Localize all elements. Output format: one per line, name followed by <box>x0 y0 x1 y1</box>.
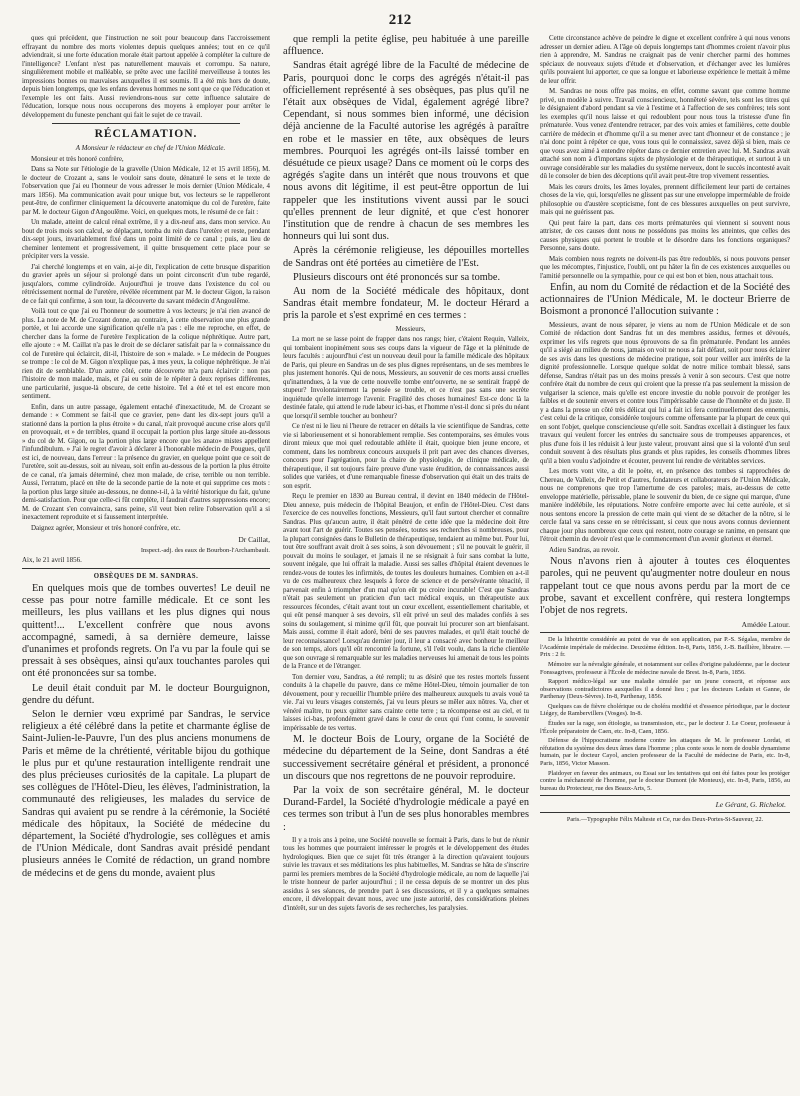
author-signature: Amédée Latour. <box>741 620 790 630</box>
speech-greeting: Messieurs, <box>395 324 426 333</box>
printer-line: Paris.—Typographie Félix Malteste et Ce, rue des Deux-Portes-St-Sauveur, 22. <box>566 816 764 824</box>
signature-title: Inspect.-adj. des eaux de Bourbon-l'Archambault. <box>140 547 270 554</box>
speech-paragraph: La mort ne se lasse point de frapper dans nos rangs; hier, c'étaient Requin, Valleix, qui tombaient inopinément sous ses coups dans la vigueur de l'âge et la plénitude de leurs facultés : aujourd'hui c'est un nouveau deuil pour la famille médicale des hôpitaux de Paris, qui pleure en Sandras un de ses plus dignes représentans, un de ses membres le plus justement honorés. Qui de nous, Messieurs, au souvenir de ces morts aussi cruelles qu'inattendues, à la vue de cette nouvelle tombe entr'ouverte, ne se sentirait frappé de stupeur? Involontairement la pensée se trouble, et ce n'est pas sans une secrète inquiétude qu'elle interroge l'avenir. Fragilité des choses humaines! Est-ce donc là la destinée fatale, qui attend le rude labeur ici-bas, et l'homme n'est-il donc si près du néant que lorsqu'il semble toucher au bonheur? <box>283 335 529 420</box>
speech-paragraph: M. Sandras ne nous offre pas moins, en effet, comme savant que comme homme privé, un modèle à suivre. Travail consciencieux, honnêteté sévère, tels sont les titres qui le désignaient d'abord pendant sa vie à l'estime et à l'affection de ses confrères; tels sont les exemples qu'il nous laisse et qui redoublent pour nous tous la tristesse d'une fin prématurée. Vous venez d'entendre retracer, par des voix amies et familières, cette double carrière de médecin et d'homme qu'il a su mener avec tant d'honneur et de constance ; je n'ai donc point à répéter ce que, vous tous qui le connaissiez, savez déjà si bien, mais ce que vous avez aimé à entendre répéter dans ce dernier entretien avec lui. M. Sandras avait attaché son nom à d'importans sujets de physiologie et de thérapeutique, et surtout à un ouvrage considérable sur les maladies du système nerveux, dont le succès incontesté avait dû le consoler de bien des déceptions qu'il avait peut-être trop vivement ressenties. <box>540 87 790 180</box>
greeting: Monsieur et très honoré confrère, <box>31 154 124 163</box>
divider <box>540 795 790 796</box>
letter-date: Aix, le 21 avril 1856. <box>22 556 82 564</box>
article-paragraph: Nous n'avons rien à ajouter à toutes ces éloquentes paroles, qui ne peuvent qu'augmenter notre douleur en nous rappelant tout ce que nous avons perdu par la mort de ce probe, savant et excellent confrère, qui restera longtemps l'objet de nos regrets. <box>540 556 790 616</box>
speech-paragraph: Ce n'est ni le lieu ni l'heure de retracer en détails la vie scientifique de Sandras, cette vie si laborieusement et si honorablement remplie. Ses contemporains, ses émules vous diront mieux que moi quel redoutable athlète il était, quoique bien jeune encore, et comment, dans les nombreux concours auxquels il prit part avec des chances diverses, concours pour l'agrégation, pour la chaire de physiologie, de clinique médicale, de thérapeutique, il sut toujours faire preuve d'une vaste érudition, de connaissances aussi solides que variées, et d'une remarquable finesse d'observation qui était un des traits de son esprit. <box>283 422 529 490</box>
intro-paragraph: ques qui précèdent, que l'instruction ne soit pour beaucoup dans l'accroissement effrayant du nombre des morts violentes depuis quelques années; tout en ce qu'il adviendrait, si une forte éducation morale était partout appelée à compléter la culture de l'intelligence? L'enfant n'est pas naturellement mauvais et corrompu. Sa nature, singulièrement mobile et malléable, se prête avec une facilité merveilleuse à toutes les impressions bonnes ou mauvaises auxquelles il est soumis. Il a été mis hors de doute, depuis bien longtemps, que les enfans devenus hommes ne sont que ce que l'éducation et l'exemple les ont faits. Aussi reviendrons-nous sur cette influence salutaire de l'éducation, lorsque nous nous occuperons des moyens à employer pour arrêter le développement du funeste penchant qui fait le sujet de ce travail. <box>22 34 270 119</box>
letter-paragraph: Voilà tout ce que j'ai eu l'honneur de soumettre à vos lecteurs; je n'ai rien avancé de plus. La note de M. de Crozant donne, au contraire, à cette observation une plus grande portée, et lui accorde une signification qu'elle n'a pas : elle me reproche, en effet, de chercher dans la forme de l'uretère l'explication de la colique néphrétique. Autre part, elle ajoute : « M. Caillat n'a pas le droit de se déclarer satisfait par la » connaissance du col de l'uretère qui éclaircit, dit-il, l'histoire de son » malade. » Le médecin de Pougues se trompe : le col de M. Gigon n'explique pas, à mes yeux, la colique néphrétique. Je n'ai rien dit de semblable. D'un autre côté, cette découverte m'a paru éclaircir : non pas l'histoire de mon malade, mais, et j'ai eu soin de le répéter à deux reprises différentes, une particularité, jusque-là obscure, de cette histoire. Tel a été et tel est encore mon sentiment. <box>22 307 270 400</box>
article-paragraph: Plusieurs discours ont été prononcés sur sa tombe. <box>293 271 501 283</box>
article-paragraph: Après la cérémonie religieuse, les dépouilles mortelles de Sandras ont été portées au cimetière de l'Est. <box>283 245 529 269</box>
article-paragraph: En quelques mois que de tombes ouvertes! Le deuil ne cesse pas pour notre famille médicale. Et ce sont les meilleurs, les plus vaillans et les plus dignes qui nous quittent!... L'excellent confrère que nous avons accompagné, samedi, à sa dernière demeure, laisse d'unanimes et profonds regrets. On l'a vu par la foule qui se pressait à ses obsèques, ainsi qu'aux touchantes paroles qui ont été prononcées sur sa tombe. <box>22 583 270 680</box>
column-middle <box>283 34 529 1062</box>
letter-paragraph: Dans sa Note sur l'étiologie de la gravelle (Union Médicale, 12 et 15 avril 1856), M. le docteur de Crozant a, sans le vouloir sans doute, dénaturé le sens et le texte de l'observation que j'ai eu l'honneur de vous adresser le mois dernier (Union Médicale, 4 mars 1856). Ma communication avait pour unique but, vos lecteurs se le rappelleront peut-être, de confirmer cliniquement la découverte anatomique du col de l'uretère, faite par M. le docteur Gigon d'Angoulême. Voici, en quelques mots, le résumé de ce fait : <box>22 165 270 216</box>
speech-paragraph: Messieurs, avant de nous séparer, je viens au nom de l'Union Médicale et de son Comité de rédaction dont Sandras fut un des membres assidus, fermes et dévoués, exprimer les vifs regrets que nous éprouvons de sa fin prématurée. Pendant les années qu'il a siégé au milieu de nous, jamais on voit ne nous a fait défaut, soit pour nous éclairer de ses avis dans les questions de médecine pratique, soit pour veiller aux intérêts de la dignité professionnelle. Lorsque quelque soldat de notre milice tombait blessé, sans défense, Sandras n'était pas un des moins pressés à venir à son secours. C'est que notre confrère était du nombre de ceux qui croient que la presse n'a pas seulement la mission de vulgariser la science, mais qu'elle est encore investie du noble pouvoir de protéger les faibles et de soutenir envers et contre tous l'impérissable cause de l'honnête et du juste. Il y a dans la presse un côté très délicat qui lui a fait ici fera continuellement des ennemis, c'est celui de la critique, considérée toujours comme offensante par la plupart de ceux qui en sont l'objet, quelque consciencieuse qu'elle soit. Sandras excellait à distinguer les faux travaux qui veulent forcer les entrées du sanctuaire sous de trompeuses apparences, et plus d'une fois il les réduisit à leur juste valeur, prouvant ainsi que si la volonté d'un seul conduit souvent à des résultats plus grands et plus rapides, les conseils d'hommes libres qu'il a bien voulu s'adjoindre et écouter, peuvent lui rendre de véritables services. <box>540 320 790 465</box>
salutation: A Monsieur le rédacteur en chef de l'Union Médicale. <box>75 144 226 152</box>
article-paragraph: Sandras était agrégé libre de la Faculté de médecine de Paris, pourquoi donc le corps des agrégés n'était-il pas officiellement représenté à ses obsèques, pas plus qu'il ne l'était aux obsèques de Vidal, également agrégé libre? Cependant, si nous sommes bien informé, une décision déjà ancienne de la Faculté autorise les agrégés à paraître en robe et le massier en tête, aux obsèques de leurs membres. Pourquoi les agrégés ont-ils laissé tomber en désuétude ce pieux usage? Dans ce moment où le corps des agrégés s'agite dans un intérêt que nous trouvons et que nous avons dit légitime, il est peut-être opportun de lui rappeler que les institutions vivent aussi par le souci qu'elles prennent de leur dignité, et que c'est honorer l'institution que de rendre à chacun de ses membres les honneurs qui lui sont dus. <box>283 60 529 243</box>
letter-paragraph: J'ai cherché longtemps et en vain, ai-je dit, l'explication de cette brusque disparition du gravier après un séjour si prolongé dans un point circonscrit d'un tube regardé, jusqu'alors, comme cylindroïde. Aujourd'hui je trouve dans l'existence du col ou rétrécissement normal de l'uretère, révélée récemment par M. le docteur Gigon, la raison de ce fait qui confirme, à son tour, la découverte du savant médecin d'Angoulême. <box>22 262 270 305</box>
signature: Dr Caillat, <box>238 535 270 544</box>
column-left <box>22 34 270 1062</box>
bibliography-entry: Mémoire sur la névralgie générale, et notamment sur celles d'origine paludéenne, par le docteur Fonssagrives, professeur à l'École de médecine navale de Brest. In-8, Paris, 1856. <box>540 660 790 676</box>
section-heading-reclamation: RÉCLAMATION. <box>94 128 198 140</box>
section-heading-obseques: OBSÈQUES DE M. SANDRAS. <box>93 573 199 580</box>
speech-paragraph: Il y a trois ans à peine, une Société nouvelle se formait à Paris, dans le but de réunir tous les hommes que pourraient intéresser le progrès et le développement des études hydrologiques. Bien que ce sujet fût très étranger à la direction qu'avaient toujours suivie les travaux et ses méditations les plus habituelles, M. Sandras se hâta de s'inscrire parmi les premiers membres de la Société d'hydrologie médicale, au nom de laquelle j'ai le triste honneur de parler aujourd'hui ; il ne cessa depuis de se montrer un des plus assidus à ses séances, de prendre part à ses discussions, et il y a quelques semaines encore, il développait devant nous, avec une juste autorité, des considérations pleines d'intérêt, sur un des sujets favoris de ses recherches, les paralysies. <box>283 835 529 912</box>
article-paragraph: Au nom de la Société médicale des hôpitaux, dont Sandras était membre fondateur, M. le docteur Hérard a pris la parole et s'est exprimé en ces termes : <box>283 286 529 322</box>
article-paragraph: que rempli la petite église, peu habituée à une pareille affluence. <box>283 34 529 58</box>
letter-paragraph: Daignez agréer, Monsieur et très honoré confrère, etc. <box>31 523 181 532</box>
speech-paragraph: Ton dernier vœu, Sandras, a été rempli; tu as désiré que tes restes mortels fussent conduits à la chapelle du pauvre, dans ce même Hôtel-Dieu, témoin journalier de ton dévouement, pour y recueillir l'humble prière des malheureux auxquels tu avais voué ta vie. J'ai vu leurs visages consternés, j'ai vu leurs pleurs se mêler aux nôtres. Va, cher et vénéré maître, tu peux quitter sans crainte cette terre ; ta récompense est au ciel, et tu laisses ici-bas, profondément gravé dans le cœur de ceux qui t'ont connu, le souvenir impérissable de tes vertus. <box>283 672 529 732</box>
bibliography-entry: Rapport médico-légal sur une maladie simulée par un jeune conscrit, et réponse aux observations contradictoires auxquelles il a donné lieu ; par les docteurs Ledain et Ganne, de Parthenay (Deux-Sèvres). In-8, Parthenay, 1856. <box>540 678 790 701</box>
article-paragraph: Selon le dernier vœu exprimé par Sandras, le service religieux a été célébré dans la petite et charmante église de Saint-Julien-le-Pauvre, l'un des plus anciens monumens de Paris et même de la chrétienté, véritable bijou du gothique le plus pur et qu'une restauration intelligente rendrait une des plus précieuses curiosités de la capitale. La plupart de ses collègues de l'Hôtel-Dieu, les élèves, l'administration, la communauté des religieuses, les malades du service de Sandras qui avaient pu se rendre à la cérémonie, la Société médicale des hôpitaux, la Société de médecine du département, la Société d'hydrologie, ses collègues et amis de l'Union Médicale, dont Sandras avait présidé pendant plusieurs années le Comité de rédaction, un grand nombre de médecins et de gens du monde, avaient plus <box>22 709 270 879</box>
bibliography-entry: De la lithotritie considérée au point de vue de son application, par P.-S. Ségalas, membre de l'Académie impériale de médecine. Deuxième édition. In-8, Paris, 1856, J.-B. Baillière, libraire. — Prix : 2 fr. <box>540 636 790 659</box>
speech-paragraph: Adieu Sandras, au revoir. <box>549 545 620 554</box>
column-right <box>540 34 790 1062</box>
article-paragraph: M. le docteur Bois de Loury, organe de la Société de médecine du département de la Seine, dont Sandras a été successivement secrétaire général et président, a prononcé un discours que nos regrettons de ne pouvoir reproduire. <box>283 734 529 782</box>
divider <box>540 632 790 633</box>
letter-paragraph: Enfin, dans un autre passage, également entaché d'inexactitude, M. de Crozant se demande : « Comment se fait-il que ce gravier, pen» dant les dix-sept jours qu'il a stationné dans la portion la plus étroite » du canal, n'ait provoqué aucune crise alors qu'il en provoquait, et » de terribles, quand il occupait la portion plus large située au-dessous » du col de M. Gigon, ou la portion plus large encore que les anato» mistes appellent l'infundibulum. » J'ai le regret d'avoir à déclarer à l'honorable médecin de Pougues, qu'il est ici, de nouveau, dans l'erreur : la présence du gravier, en quelque point que ce soit de l'uretère, soit au-dessus, soit au niveau, soit enfin au-dessous de la portion la plus étroite de ce canal, n'a jamais déterminé, chez mon malade, de crise, terrible ou non terrible. Aussi, l'erratum, placé en tête de la seconde partie de la note et qui supprime ces mots : la portion plus large située au-dessous, ne donne-t-il, à la vérité historique du fait, qu'une demi-satisfaction. Pour que celle-ci fût complète, il faudrait d'autres suppressions encore; M. de Crozant s'en convaincra, sans peine, s'il veut bien relire l'observation qu'il a si inexactement reproduite et si faussement interprétée. <box>22 402 270 521</box>
article-paragraph: Par la voix de son secrétaire général, M. le docteur Durand-Fardel, la Société d'hydrologie médicale a payé en ces termes son tribut à l'un de ses plus honorables membres : <box>283 784 529 833</box>
bibliography-entry: Plaidoyer en faveur des animaux, ou Essai sur les tentatives qui ont été faites pour les protéger contre la méchanceté de l'homme, par le docteur Dumont (de Monteux), etc. In-8, Paris, 1856, au bureau du Protecteur, rue des Beaux-Arts, 5. <box>540 769 790 792</box>
article-paragraph: Enfin, au nom du Comité de rédaction et de la Société des actionnaires de l'Union Médicale, M. le docteur Brierre de Boismont a prononcé l'allocution suivante : <box>540 282 790 318</box>
speech-paragraph: Mais combien nous regrets ne doivent-ils pas être redoublés, si nous pouvons penser que les mécomptes, l'injustice, l'oubli, ont pu hâter la fin de ces existences auxquelles ou l'amitié personnelle ou la sympathie, pour ce qui est bon et bien, nous attachait tous. <box>540 254 790 280</box>
divider <box>22 568 270 569</box>
divider <box>52 123 240 124</box>
speech-paragraph: Mais les cœurs droits, les âmes loyales, prennent difficilement leur parti de certaines choses de la vie, qui, lorsqu'elles ne glissent pas sur une enveloppe imperméable de froide philosophie ou d'austère scepticisme, font de ces blessures auxquelles on peut survivre, mais qui ne guérissent pas. <box>540 182 790 216</box>
bibliography-entry: Défense de l'hippocratisme moderne contre les attaques de M. le professeur Lordat, et réfutation du système des deux âmes dans l'homme ; plus conte sous le nom de double dynamisme humain, par le docteur Cayol, ancien professeur de la Faculté de médecine de Paris, etc. In-8, Paris, 1856, Victor Masson. <box>540 737 790 768</box>
bibliography-entry: Quelques cas de fièvre cholérique ou de choléra modifié et d'essence périodique, par le docteur Liégey, de Rambervillers (Vosges). In-8. <box>540 702 790 718</box>
divider <box>540 812 790 813</box>
letter-paragraph: Un malade, atteint de calcul rénal extrême, il y a dix-neuf ans, dans mon service. Au bout de trois mois son calcul, se déplaçant, tomba du rein dans l'uretère et reste, pendant dix-sept jours, invariablement fixé dans un point limité de ce canal ; puis, au lieu de cheminer lentement et progressivement, il quitte brusquement cette place pour se précipiter vers la vessie. <box>22 218 270 260</box>
speech-paragraph: Qui peut faire la part, dans ces morts prématurées qui viennent si souvent nous attrister, de ces causes dont nous ne possédons pas moins les atteintes, que celles des causes physiques qui portent le trouble et le désordre dans les fonctions organiques? Personne, sans doute. <box>540 218 790 252</box>
gerant-line: Le Gérant, G. Richelot. <box>715 800 786 810</box>
bibliography-entry: Études sur la rage, son étiologie, sa transmission, etc., par le docteur J. Le Coeur, professeur à l'École préparatoire de Caen, etc. In-8, Caen, 1856. <box>540 720 790 735</box>
speech-paragraph: Les morts vont vite, a dit le poète, et, en présence des tombes si rapprochées de Chereau, de Valleix, de Petit et d'autres, fondateurs et collaborateurs de l'Union Médicale, nous ne comprenons que trop l'amertume de ces paroles; mais, au-dessus de cette enveloppe matérielle, périssable, plane le souvenir du bien, de ce signe qui marque, d'une manière indélébile, les réputations. Notre confrère emporte avec lui cette auréole, et si nous sentons encore la pression de cette main qui vient de se détacher de la nôtre, si le cercle fatal va sans cesse en se rétrécissant, si ceux que nous avons connus deviennent chaque jour plus nombreux que ceux qui restent, notre courage se ranime, en pensant que l'étroit chemin du devoir n'est que le commencement d'un avenir glorieux et éternel. <box>540 467 790 544</box>
speech-paragraph: Cette circonstance achève de peindre le digne et excellent confrère à qui nous venons adresser un dernier adieu. A l'âge où depuis longtemps tant d'hommes croient n'avoir plus rien à apprendre, M. Sandras ne craignait pas de venir chercher parmi des hommes spéciaux de nouveaux sujets d'étude et d'observation, et d'échanger avec les lumières qu'ils pouvaient lui apporter, ce que sa longue et laborieuse expérience le mettait à même de leur offrir. <box>540 34 790 85</box>
speech-paragraph: Reçu le premier en 1830 au Bureau central, il devint en 1840 médecin de l'Hôtel-Dieu annexe, puis médecin de l'hôpital Beaujon, et enfin de l'Hôtel-Dieu. C'est dans l'exercice de ces nouvelles fonctions, Messieurs, qu'il faut surtout chercher et connaître Sandras. Plus qu'aucun autre, il était pénétré de cette idée que la médecine doit être avant tout l'art de guérir. Toutes ses pensées, toutes ses recherches si nombreuses, pour la plupart consignées dans le Bulletin de thérapeutique, tendaient au même but. Pour lui, tout être souffrant avait droit à ses soins, à son dévouement ; s'il ne pouvait le guérir, il pouvait du moins le soulager, et jamais il ne se résignait à fuir sans combat la lutte, souvent inégale, que lui offrait la maladie. Aussi ses salles d'hôpital étaient devenues le rendez-vous de toutes les infirmités, de toutes les douleurs humaines. Combien en a-t-il vu de ces malheureux chez lesquels à force de science et de persévérante ténacité, il parvenait enfin à triompher d'un mal qu'on eût pu croire incurable! C'est que Sandras n'était pas seulement un praticien d'un tact médical exquis, un thérapeutiste aux ressources fécondes, c'était avant tout un cœur excellent, essentiellement charitable, et qui eût pensé manquer à ses devoirs, s'il eût privé un seul des malades confiés à ses soins du soulagement, si minime qu'il fût, que pouvait lui procurer son art bienfaisant. Mais aussi, comme il était adoré, béni de ses pauvres malades, et qu'il était touché de leur reconnaissance! Lorsqu'au dernier jour, il leur a consacré avec bonheur le meilleur de son temps, alors qu'il eût rencontré la fortune, s'il l'eût voulu, dans la riche clientèle que son ouvrage si remarquable sur les maladies nerveuses lui amenait de tous les points de la France et de l'étranger. <box>283 492 529 671</box>
article-paragraph: Le deuil était conduit par M. le docteur Bourguignon, gendre du défunt. <box>22 682 270 706</box>
page-number: 212 <box>388 12 412 28</box>
